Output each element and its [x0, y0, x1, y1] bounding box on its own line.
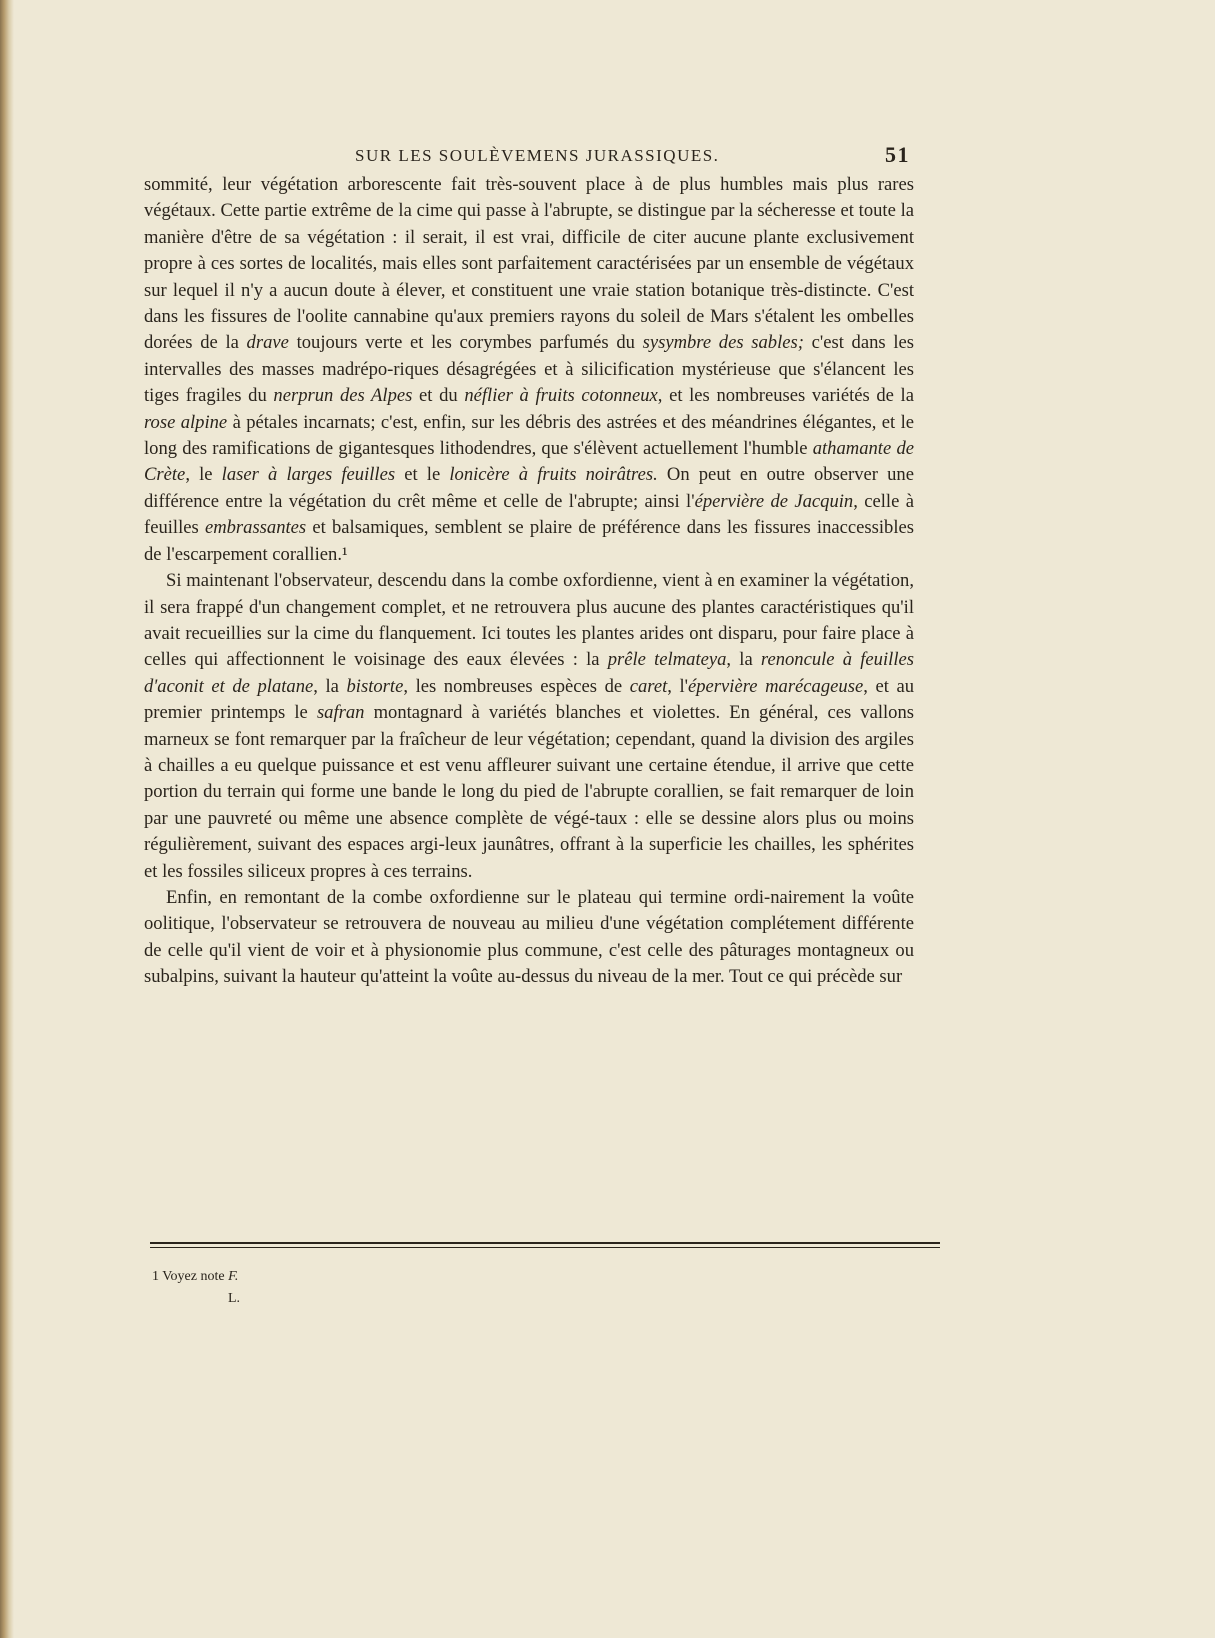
text-run: toujours verte et les corymbes parfumés du	[288, 332, 643, 354]
italic-term: drave	[246, 332, 289, 354]
text-run: , et les nombreuses variétés de la	[657, 385, 914, 407]
text-run: , la	[313, 675, 347, 697]
text-run: montagnard à variétés blanches et violettes. En général, ces vallons marneux se font remarquer par la fraîcheur de leur végétation; cependant, quand la division des argiles à chailles a eu quelque puissance et est venu affleurer suivant une certaine étendue, il arrive que cette portion du terrain qui forme une bande le long du pied de l'abrupte corallien, se fait remarquer de loin par une pauvreté ou même une absence complète de végé-taux : elle se dessine alors plus ou moins régulièrement, suivant des espaces argi-leux jaunâtres, offrant à la superficie les chailles, les sphérites et les fossiles siliceux propres à ces terrains.	[144, 702, 915, 882]
page-header	[150, 142, 910, 172]
page-binding-edge	[0, 0, 14, 1638]
text-run: , la	[726, 649, 761, 671]
footnote-1	[152, 1266, 552, 1288]
footnote-rule	[150, 1242, 940, 1248]
italic-term: embrassantes	[204, 517, 307, 539]
italic-term: lonicère à fruits noirâtres.	[449, 464, 658, 486]
text-run: On peut en outre observer une différence entre la végétation du crêt même et celle de l'abrupte; ainsi l'	[144, 464, 914, 512]
text-run: , le	[185, 464, 222, 486]
text-run: et le	[395, 464, 450, 486]
footnote-1-text: 1 Voyez note	[152, 1269, 229, 1284]
italic-term: rose alpine	[144, 411, 228, 433]
running-title: SUR LES SOULÈVEMENS JURASSIQUES.	[355, 146, 720, 165]
italic-term: caret	[629, 675, 668, 697]
text-run: , et au premier printemps le	[144, 675, 914, 724]
signature-mark: L.	[228, 1291, 241, 1306]
italic-term: safran	[316, 702, 365, 724]
body-text	[144, 172, 914, 991]
italic-term: néflier à fruits cotonneux	[464, 385, 658, 407]
text-run: Enfin, en remontant de la combe oxfordienne sur le plateau qui termine ordi-nairement la voûte oolitique, l'observateur se retrouvera de nouveau au milieu d'une végétation complétement différente de celle qu'il vient de voir et à physionomie plus commune, c'est celle des pâturages montagneux ou subalpins, suivant la hauteur qu'atteint la voûte au-dessus du niveau de la mer. Tout ce qui précède sur	[144, 886, 914, 988]
footnote-1-ref: F.	[228, 1269, 239, 1284]
text-run: , celle à feuilles	[144, 490, 914, 539]
text-run: c'est dans les intervalles des masses madrépo-riques désagrégées et à silicification mystérieuse que s'élancent les tiges fragiles du	[144, 332, 914, 407]
text-run: à pétales incarnats; c'est, enfin, sur les débris des astrées et des méandrines élégantes, et le long des ramifications de gigantesques lithodendres, que s'élèvent actuellement l'humble	[144, 411, 914, 460]
paragraph-1	[144, 172, 914, 568]
text-run: sommité, leur végétation arborescente fait très-souvent place à de plus humbles mais plus rares végétaux. Cette partie extrême de la cime qui passe à l'abrupte, se distingue par la sécheresse et toute la manière d'être de sa végétation : il serait, il est vrai, difficile de citer aucune plante exclusivement propre à ces sortes de localités, mais elles sont parfaitement caractérisées par un ensemble de végétaux sur lequel il n'y a aucun doute à élever, et constituent une vraie station botanique très-distincte. C'est dans les fissures de l'oolite cannabine qu'aux premiers rayons du soleil de Mars s'étalent les ombelles dorées de la	[144, 174, 914, 354]
text-run: , les nombreuses espèces de	[403, 675, 630, 697]
text-run: , l'	[667, 675, 688, 697]
text-run: et balsamiques, semblent se plaire de préférence dans les fissures inaccessibles de l'escarpement corallien.¹	[144, 517, 914, 565]
footnotes	[152, 1266, 552, 1310]
italic-term: bistorte	[346, 675, 404, 697]
italic-term: prêle telmateya	[607, 649, 727, 671]
paragraph-2	[144, 568, 914, 885]
italic-term: sysymbre des sables;	[642, 332, 804, 354]
italic-term: renoncule à feuilles d'aconit et de platane	[144, 649, 914, 697]
italic-term: laser à larges feuilles	[221, 464, 396, 486]
paragraph-3	[144, 885, 914, 991]
italic-term: épervière de Jacquin	[694, 490, 854, 512]
italic-term: épervière marécageuse	[688, 675, 864, 697]
italic-term: nerprun des Alpes	[273, 385, 413, 407]
text-run: et du	[412, 385, 465, 407]
page-number: 51	[885, 142, 910, 167]
italic-term: athamante de Crète	[144, 438, 914, 486]
text-run: Si maintenant l'observateur, descendu dans la combe oxfordienne, vient à en examiner la végétation, il sera frappé d'un changement complet, et ne retrouvera plus aucune des plantes caractéristiques qu'il avait recueillies sur la cime du flanquement. Ici toutes les plantes arides ont disparu, pour faire place à celles qui affectionnent le voisinage des eaux élevées : la	[144, 570, 914, 671]
